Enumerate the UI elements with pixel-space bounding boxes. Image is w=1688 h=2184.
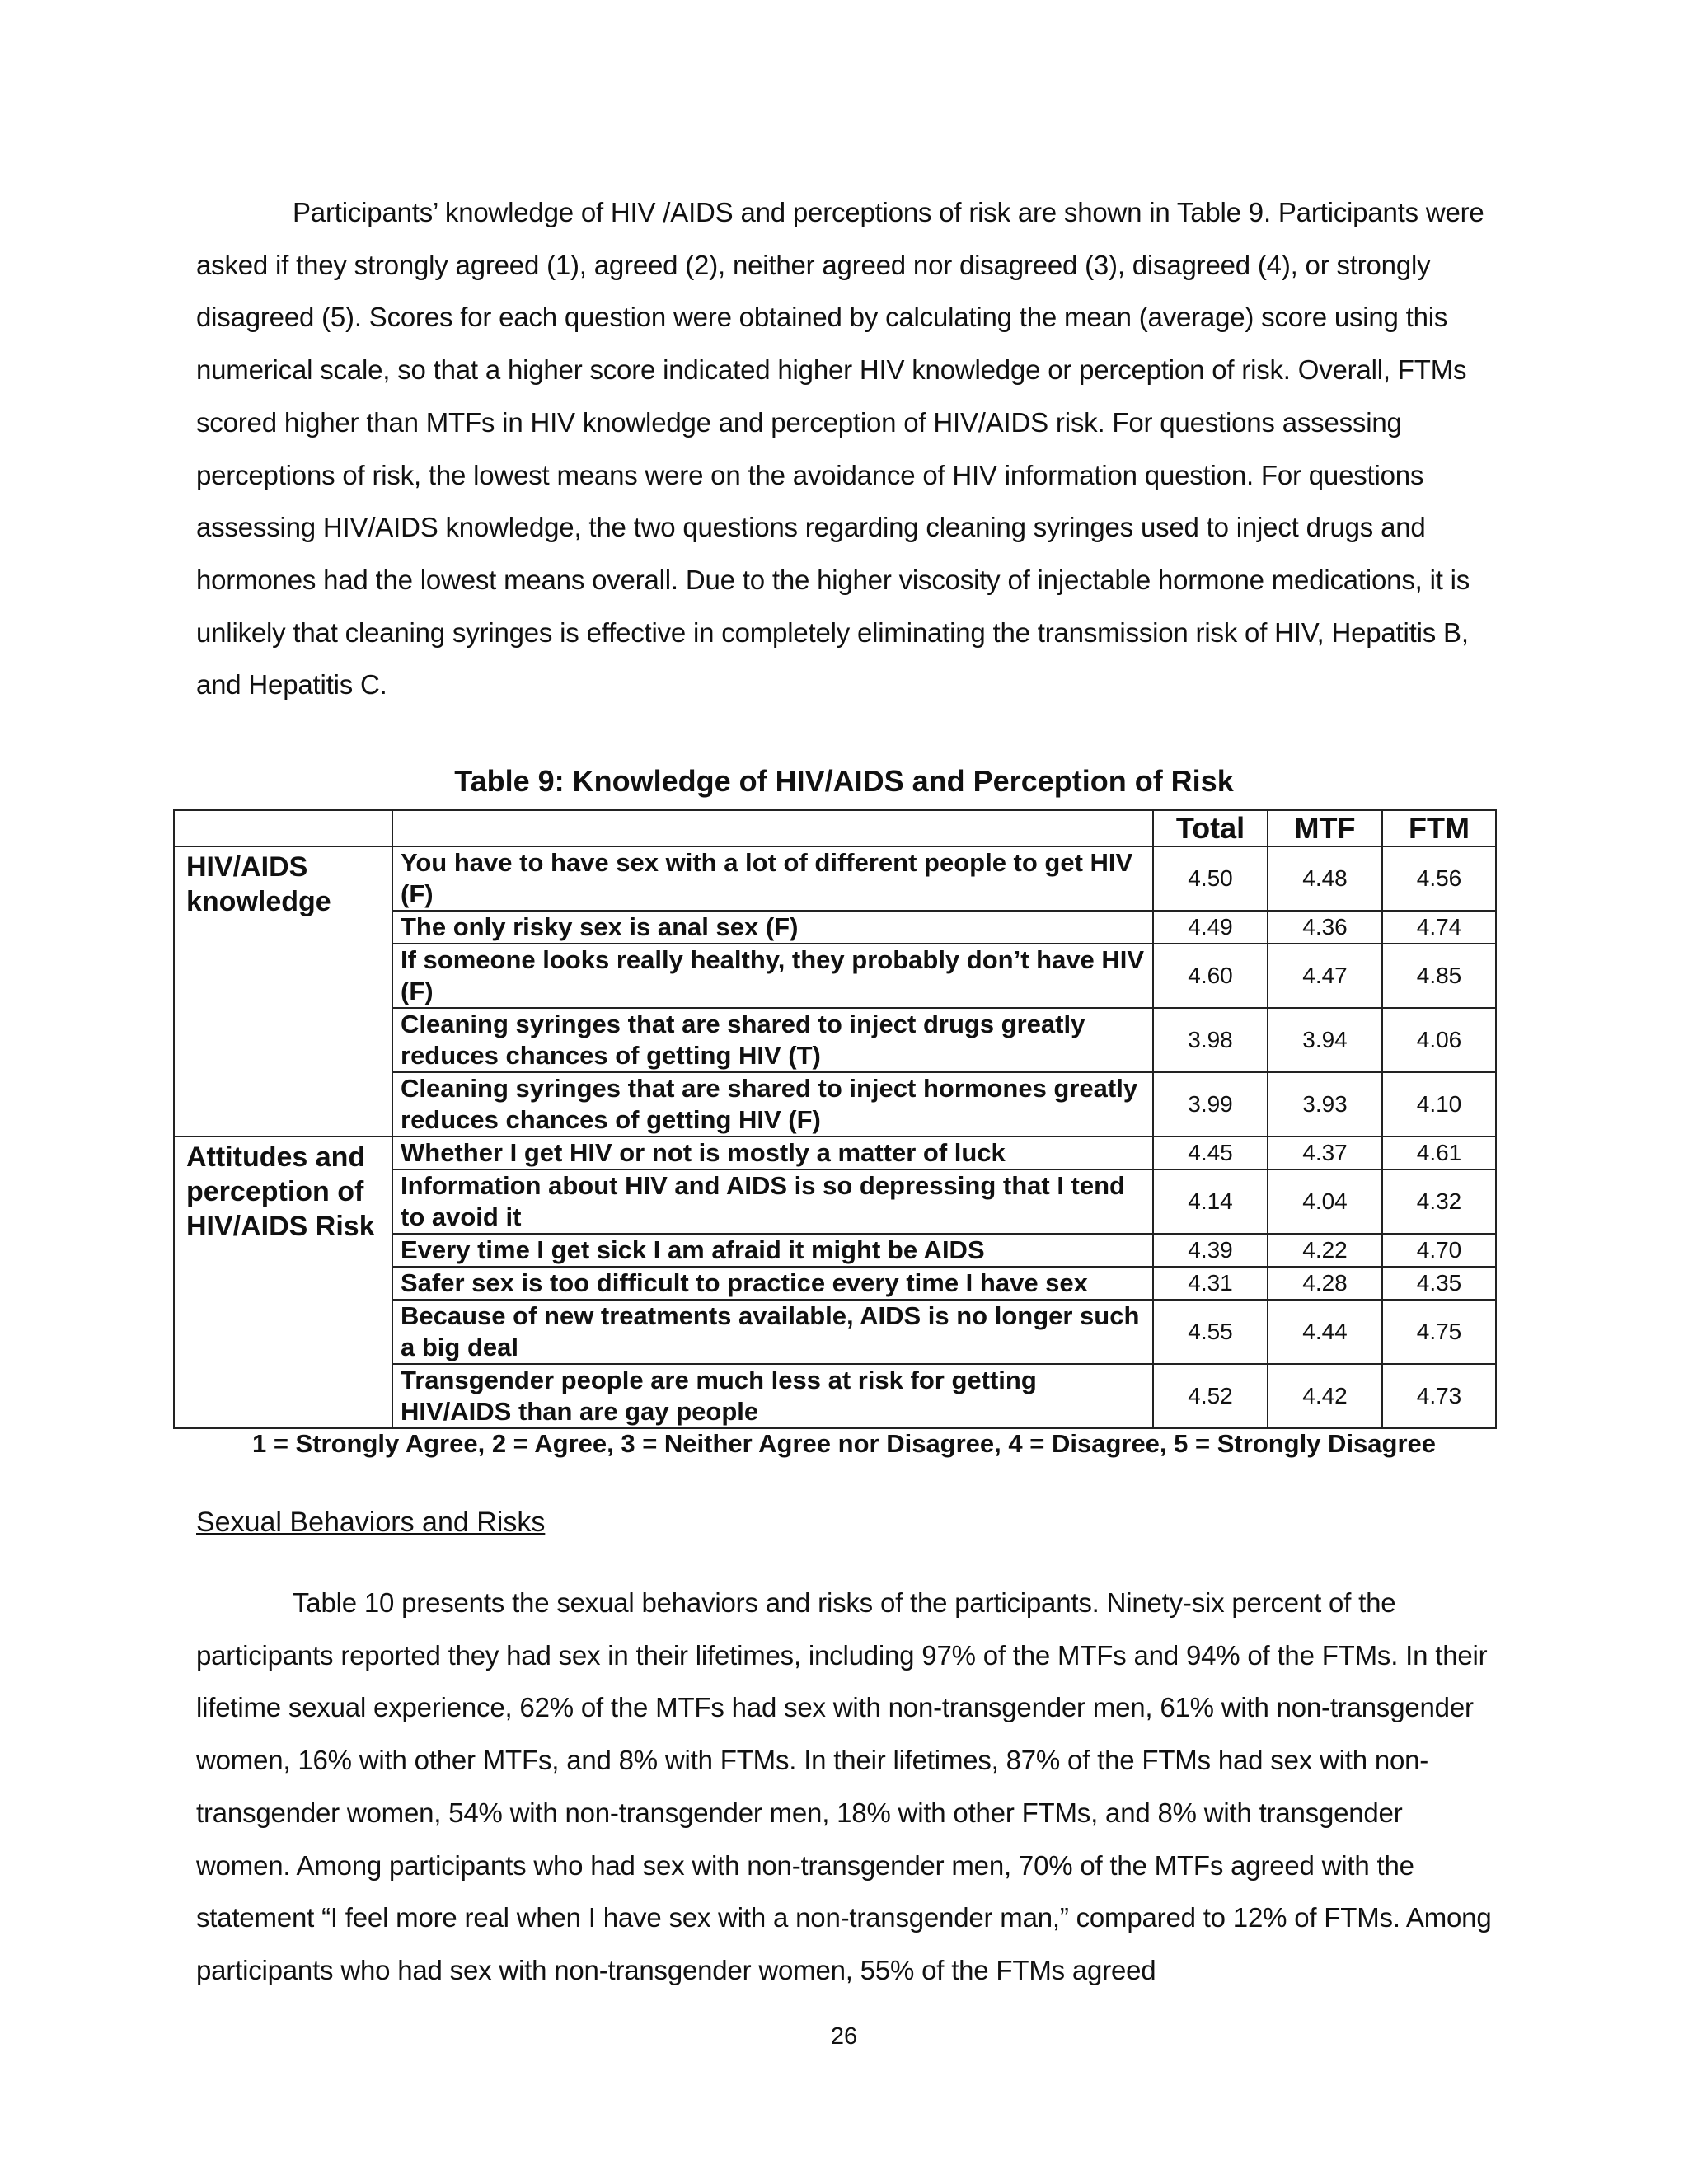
total-cell: 4.49 — [1153, 911, 1268, 944]
total-cell: 3.99 — [1153, 1072, 1268, 1137]
ftm-cell: 4.10 — [1382, 1072, 1496, 1137]
header-empty-category — [174, 810, 392, 846]
mtf-cell: 4.37 — [1268, 1137, 1382, 1169]
category-label: HIV/AIDS knowledge — [174, 846, 392, 1137]
mtf-cell: 4.04 — [1268, 1169, 1382, 1234]
total-cell: 4.52 — [1153, 1364, 1268, 1428]
question-cell: Cleaning syringes that are shared to inject hormones greatly reduces chances of getting HIV (F) — [392, 1072, 1153, 1137]
ftm-cell: 4.73 — [1382, 1364, 1496, 1428]
ftm-cell: 4.75 — [1382, 1300, 1496, 1364]
table-legend: 1 = Strongly Agree, 2 = Agree, 3 = Neither Agree nor Disagree, 4 = Disagree, 5 = Strongly Disagree — [251, 1429, 1437, 1458]
mtf-cell: 4.48 — [1268, 846, 1382, 911]
table-header-row — [174, 810, 1496, 846]
mtf-cell: 4.47 — [1268, 944, 1382, 1008]
column-header-ftm: FTM — [1382, 810, 1496, 846]
ftm-cell: 4.70 — [1382, 1234, 1496, 1267]
ftm-cell: 4.35 — [1382, 1267, 1496, 1300]
section-heading: Sexual Behaviors and Risks — [196, 1507, 546, 1538]
category-label: Attitudes and perception of HIV/AIDS Risk — [174, 1137, 392, 1428]
total-cell: 4.31 — [1153, 1267, 1268, 1300]
column-header-mtf: MTF — [1268, 810, 1382, 846]
mtf-cell: 4.42 — [1268, 1364, 1382, 1428]
mtf-cell: 4.22 — [1268, 1234, 1382, 1267]
intro-paragraph: Participants’ knowledge of HIV /AIDS and perceptions of risk are shown in Table 9. Participants were asked if they strongly agreed (1), agreed (2), neither agreed nor disagreed (3), disagreed (4), or strongly disagreed (5). Scores for each question were obtained by calculating the mean (average) score using this numerical scale, so that a higher score indicated higher HIV knowledge or perception of risk. Overall, FTMs scored higher than MTFs in HIV knowledge and perception of HIV/AIDS risk. For questions assessing perceptions of risk, the lowest means were on the avoidance of HIV information question. For questions assessing HIV/AIDS knowledge, the two questions regarding cleaning syringes used to inject drugs and hormones had the lowest means overall. Due to the higher viscosity of injectable hormone medications, it is unlikely that cleaning syringes is effective in completely eliminating the transmission risk of HIV, Hepatitis B, and Hepatitis C. — [196, 197, 1484, 701]
question-cell: Whether I get HIV or not is mostly a matter of luck — [392, 1137, 1153, 1169]
question-cell: Cleaning syringes that are shared to inject drugs greatly reduces chances of getting HIV (T) — [392, 1008, 1153, 1072]
column-header-total: Total — [1153, 810, 1268, 846]
mtf-cell: 4.36 — [1268, 911, 1382, 944]
question-cell: The only risky sex is anal sex (F) — [392, 911, 1153, 944]
mtf-cell: 4.28 — [1268, 1267, 1382, 1300]
ftm-cell: 4.74 — [1382, 911, 1496, 944]
header-empty-question — [392, 810, 1153, 846]
table-row — [174, 846, 1496, 911]
question-cell: You have to have sex with a lot of different people to get HIV (F) — [392, 846, 1153, 911]
knowledge-risk-table — [173, 809, 1497, 1429]
question-cell: Safer sex is too difficult to practice every time I have sex — [392, 1267, 1153, 1300]
ftm-cell: 4.32 — [1382, 1169, 1496, 1234]
page-number: 26 — [830, 2023, 858, 2050]
question-cell: Because of new treatments available, AIDS is no longer such a big deal — [392, 1300, 1153, 1364]
mtf-cell: 3.94 — [1268, 1008, 1382, 1072]
total-cell: 4.55 — [1153, 1300, 1268, 1364]
ftm-cell: 4.61 — [1382, 1137, 1496, 1169]
ftm-cell: 4.06 — [1382, 1008, 1496, 1072]
table-title: Table 9: Knowledge of HIV/AIDS and Perception of Risk — [454, 764, 1234, 798]
question-cell: Transgender people are much less at risk for getting HIV/AIDS than are gay people — [392, 1364, 1153, 1428]
table-row — [174, 1137, 1496, 1169]
total-cell: 4.45 — [1153, 1137, 1268, 1169]
question-cell: Every time I get sick I am afraid it might be AIDS — [392, 1234, 1153, 1267]
question-cell: Information about HIV and AIDS is so depressing that I tend to avoid it — [392, 1169, 1153, 1234]
mtf-cell: 4.44 — [1268, 1300, 1382, 1364]
total-cell: 4.39 — [1153, 1234, 1268, 1267]
total-cell: 4.60 — [1153, 944, 1268, 1008]
ftm-cell: 4.85 — [1382, 944, 1496, 1008]
question-cell: If someone looks really healthy, they probably don’t have HIV (F) — [392, 944, 1153, 1008]
ftm-cell: 4.56 — [1382, 846, 1496, 911]
total-cell: 3.98 — [1153, 1008, 1268, 1072]
second-paragraph: Table 10 presents the sexual behaviors and risks of the participants. Ninety-six percent of the participants reported they had sex in their lifetimes, including 97% of the MTFs and 94% of the FTMs. In their lifetime sexual experience, 62% of the MTFs had sex with non-transgender men, 61% with non-transgender women, 16% with other MTFs, and 8% with FTMs. In their lifetimes, 87% of the FTMs had sex with non-transgender women, 54% with non-transgender men, 18% with other FTMs, and 8% with transgender women. Among participants who had sex with non-transgender men, 70% of the MTFs agreed with the statement “I feel more real when I have sex with a non-transgender man,” compared to 12% of FTMs. Among participants who had sex with non-transgender women, 55% of the FTMs agreed — [196, 1587, 1492, 1985]
mtf-cell: 3.93 — [1268, 1072, 1382, 1137]
total-cell: 4.50 — [1153, 846, 1268, 911]
total-cell: 4.14 — [1153, 1169, 1268, 1234]
